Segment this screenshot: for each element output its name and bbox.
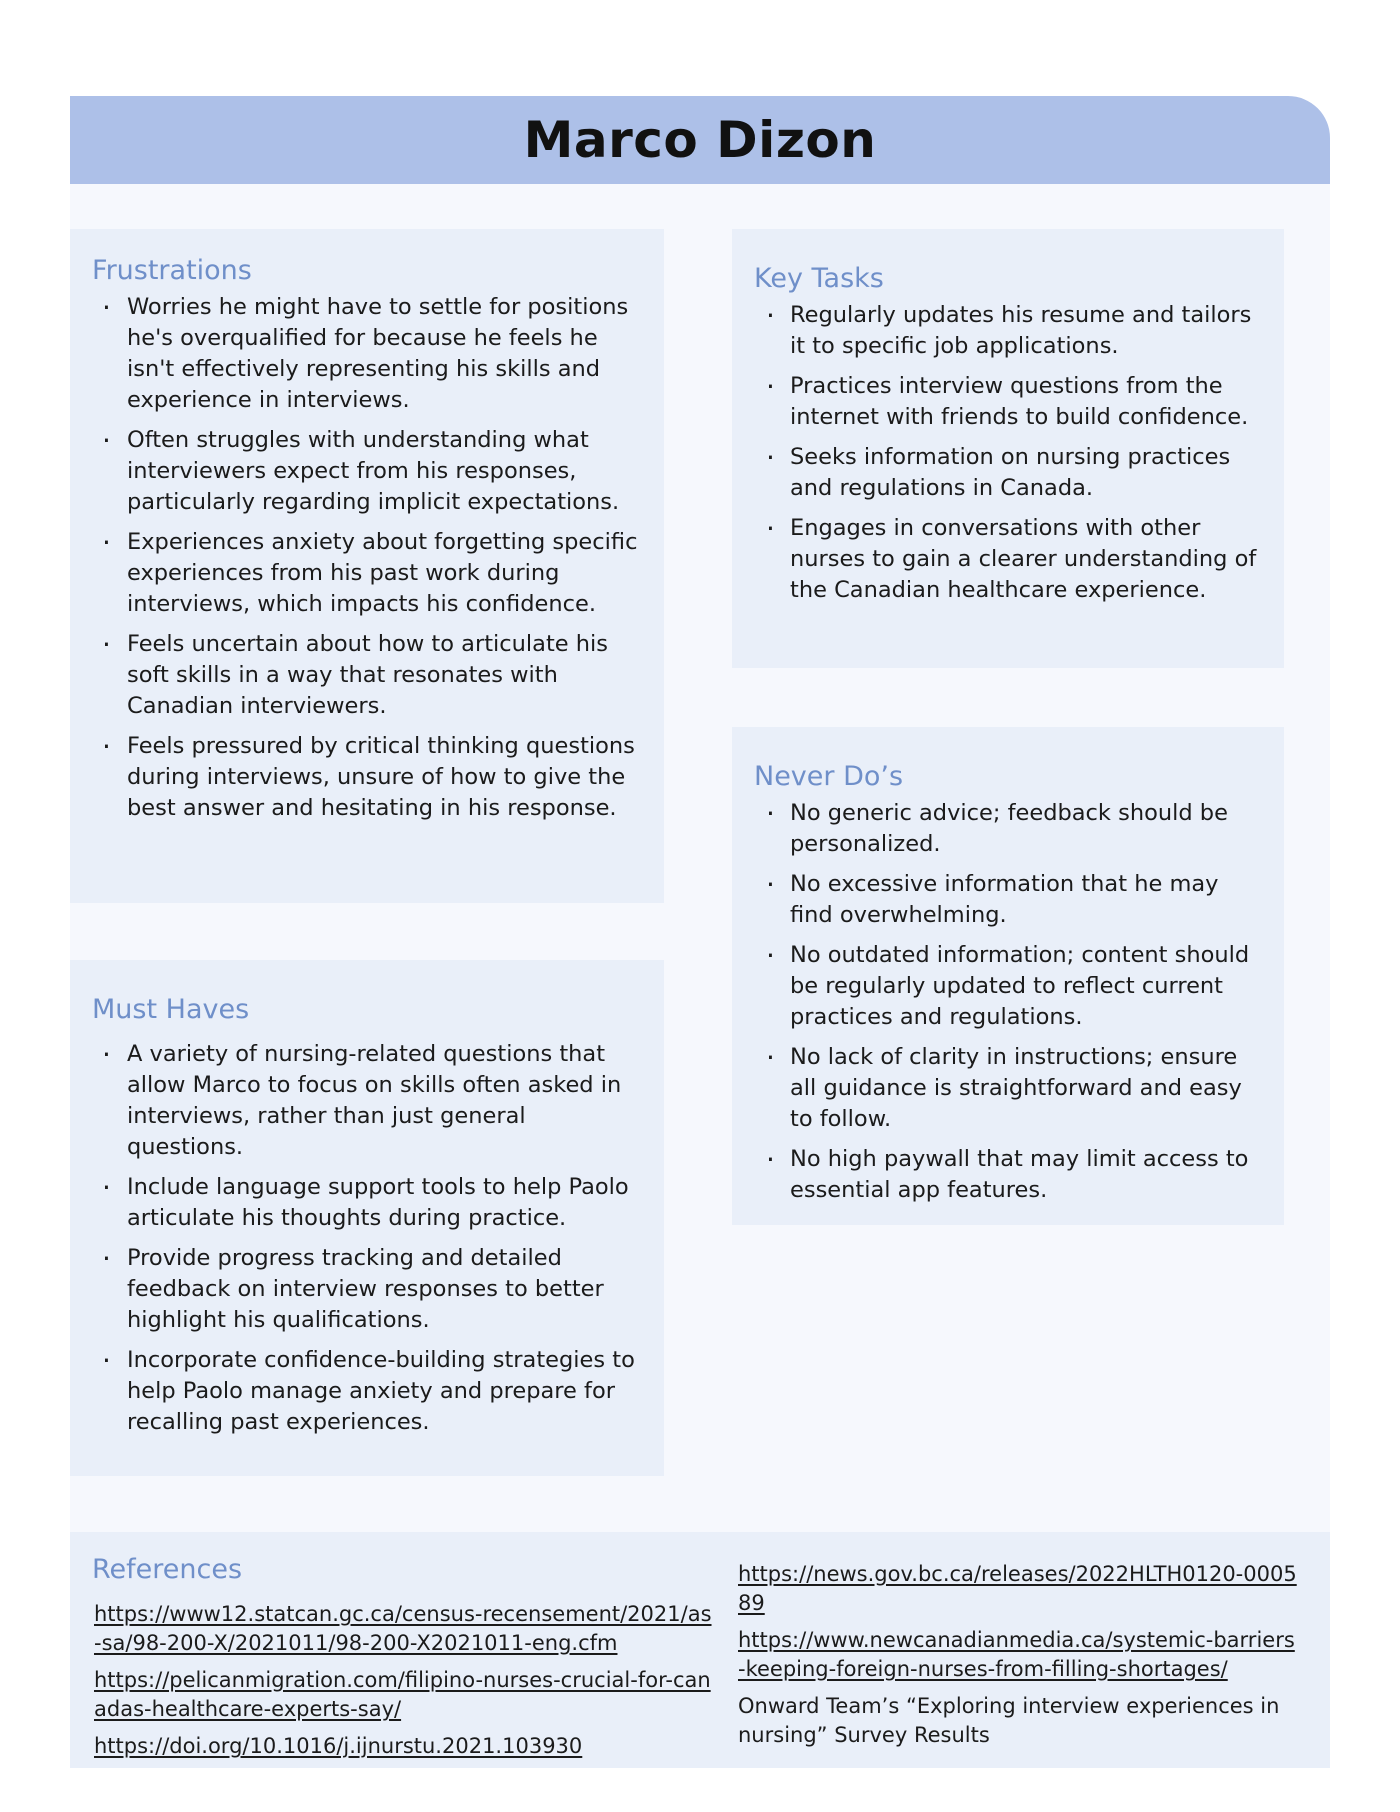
frustrations-card (70, 229, 664, 903)
list-item: · No lack of clarity in instructions; ensure all guidance is straightforward and easy to follow. (754, 1042, 1262, 1135)
list-item: · No outdated information; content should be regularly updated to reflect current practices and regulations. (754, 940, 1262, 1033)
list-item: · Regularly updates his resume and tailors it to specific job applications. (754, 300, 1262, 362)
must-haves-title: Must Haves (92, 994, 250, 1025)
list-item: · Often struggles with understanding what interviewers expect from his responses, particularly regarding implicit expectations. (92, 425, 642, 518)
references-right-column (738, 1560, 1298, 1758)
references-title: References (92, 1554, 243, 1585)
references-left-column (94, 1600, 714, 1769)
survey-reference: Onward Team’s “Exploring interview experiences in nursing” Survey Results (738, 1694, 1280, 1747)
key-tasks-list (754, 300, 1262, 606)
frustrations-list (92, 292, 642, 824)
persona-header (70, 96, 1330, 184)
never-dos-list (754, 798, 1262, 1206)
never-dos-title: Never Do’s (754, 761, 904, 792)
list-item: · No high paywall that may limit access to essential app features. (754, 1144, 1262, 1206)
list-item: · No excessive information that he may find overwhelming. (754, 869, 1262, 931)
list-item: · Practices interview questions from the internet with friends to build confidence. (754, 371, 1262, 433)
list-item: · Feels pressured by critical thinking questions during interviews, unsure of how to give the best answer and hesitating in his response. (92, 731, 642, 824)
persona-name: Marco Dizon (523, 111, 877, 169)
list-item: · Incorporate confidence-building strategies to help Paolo manage anxiety and prepare for recalling past experiences. (92, 1345, 642, 1438)
list-item: · Engages in conversations with other nurses to gain a clearer understanding of the Canadian healthcare experience. (754, 513, 1262, 606)
key-tasks-title: Key Tasks (754, 263, 884, 294)
reference-link[interactable]: https://www.newcanadianmedia.ca/systemic-barriers-keeping-foreign-nurses-from-filling-shortages/ (738, 1628, 1295, 1681)
list-item: · Experiences anxiety about forgetting specific experiences from his past work during interviews, which impacts his confidence. (92, 527, 642, 620)
list-item: · No generic advice; feedback should be personalized. (754, 798, 1262, 860)
must-haves-list (92, 1039, 642, 1438)
reference-link[interactable]: https://pelicanmigration.com/filipino-nurses-crucial-for-canadas-healthcare-experts-say/ (94, 1668, 711, 1721)
references-section (70, 1532, 1330, 1768)
must-haves-card (70, 960, 664, 1476)
list-item: · Provide progress tracking and detailed feedback on interview responses to better highlight his qualifications. (92, 1243, 642, 1336)
list-item: · A variety of nursing-related questions that allow Marco to focus on skills often asked in interviews, rather than just general questions. (92, 1039, 642, 1163)
frustrations-title: Frustrations (92, 255, 252, 286)
list-item: · Seeks information on nursing practices and regulations in Canada. (754, 442, 1262, 504)
list-item: · Worries he might have to settle for positions he's overqualified for because he feels he isn't effectively representing his skills and experience in interviews. (92, 292, 642, 416)
key-tasks-card (732, 229, 1284, 668)
reference-link[interactable]: https://doi.org/10.1016/j.ijnurstu.2021.103930 (94, 1734, 583, 1758)
list-item: · Feels uncertain about how to articulate his soft skills in a way that resonates with Canadian interviewers. (92, 629, 642, 722)
never-dos-card (732, 727, 1284, 1225)
reference-link[interactable]: https://www12.statcan.gc.ca/census-recensement/2021/as-sa/98-200-X/2021011/98-200-X2021011-eng.cfm (94, 1602, 712, 1655)
list-item: · Include language support tools to help Paolo articulate his thoughts during practice. (92, 1172, 642, 1234)
reference-link[interactable]: https://news.gov.bc.ca/releases/2022HLTH0120-000589 (738, 1562, 1297, 1615)
